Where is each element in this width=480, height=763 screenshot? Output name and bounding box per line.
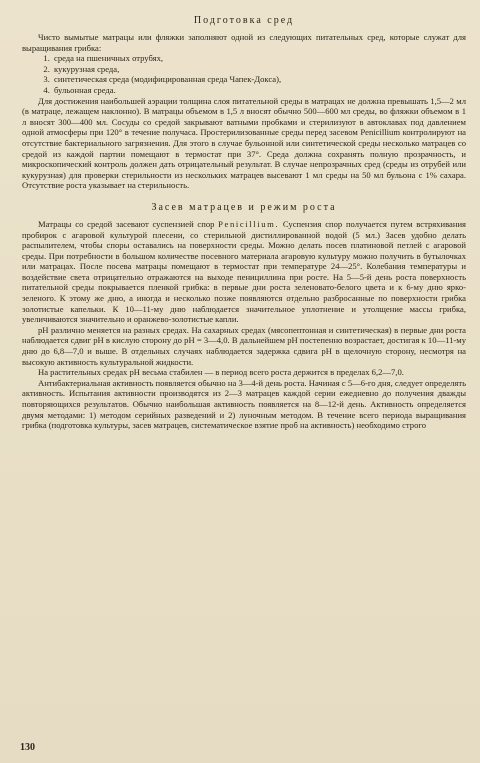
- paragraph-intro: Чисто вымытые матрацы или фляжки заполняют одной из следующих питательных сред, которые служат для выращивания грибка:: [22, 32, 466, 53]
- genus-name: Penicillium.: [218, 218, 280, 229]
- paragraph-text: Матрацы со средой засевают суспензией спор: [38, 218, 219, 229]
- paragraph-plant-media: На растительных средах pH весьма стабилен — в период всего роста держится в пределах 6,2—7,0.: [38, 367, 404, 378]
- paragraph-activity: Антибактериальная активность появляется обычно на 3—4-й день роста. Начиная с 5—6-го дня, следует определять активность. Испытания активности производятся из 2—3 матрацев каждой серии ежедневно до получения дважды повторяющихся результатов. Обычно наибольшая активность появляется на 8—12-й день. Активность определяется двумя методами: 1) методом серийных разведений и 2) луночным методом. В течение всего периода выращивания грибка (подготовка культуры, засев матрацев, систематическое взятие проб на активность) необходимо строго: [22, 377, 466, 431]
- paragraph-aeration: Для достижения наибольшей аэрации толщина слоя питательной среды в матрацах не должна превышать 1,5—2 мл (в матраце, лежащем наклонно). В матрацы объемом в 1,5 л вносят обычно 500—600 мл среды, во фляжки объемом в 1 л вносят 300—400 мл. Сосуды со средой закрывают ватными пробками и стерилизуют в автоклавах под давлением одной атмосферы при 120° в течение получаса. Простерилизованные среды перед засевом Penicillium контролируют на отсутствие бактериального загрязнения. Для этого в случае бульонной или синтетической среды несколько матрацев со средой из каждой партии помещают в термостат при 37°. Среда должна сохранять полную прозрачность, и микроскопический контроль должен дать отрицательный результат. В случае непрозрачных сред (среды из отрубей или кукурузная) для проверки стерильности из нескольких матрацев высевают 1 мл среды на 50 мл бульона с 1% сахара. Отсутствие роста указывает на стерильность.: [22, 95, 466, 191]
- list-item: 1. среда на пшеничных отрубях,: [52, 53, 466, 64]
- list-item: 3. синтетическая среда (модифицированная среда Чапек-Докса),: [52, 74, 466, 85]
- page-number: 130: [20, 742, 35, 753]
- paragraph-text: Суспензия спор получается путем встряхивания пробирок с агаровой культурой плесени, со стерильной дистиллированной водой (5 мл.) Засев удобно делать распылителем, чтобы споры оставались на поверхности среды. Можно делать посев платиновой петлей с агаровой среды. При потребности в большом количестве посевного материала агаровую культуру можно получить в бутылочках или матрацах. После посева матрацы помещают в термостат при температуре 24—25°. Колебания температуры и воздействие света отрицательно отражаются на выходе пенициллина при росте. На 5—5-й день роста поверхность питательной среды покрывается пленкой грибка: в первые дни роста зеленовато-белого цвета и к 6-му дню ярко-зеленого. К этому же дню, а иногда и несколько позже появляются отдельно разбросанные по поверхности грибка золотистые капельки. К 10—11-му дню наблюдается значительное уплотнение и утолщение массы грибка, увеличиваются значительно и оранжево-золотистые капли.: [22, 218, 466, 325]
- list-item: 4. бульонная среда.: [52, 85, 466, 96]
- paragraph-ph: pH различно меняется на разных средах. На сахарных средах (мясопептонная и синтетическая) в первые дни роста наблюдается сдвиг pH в кислую сторону до pH = 3—4,0. В дальнейшем pH постепенно возрастает, достигая к 10—11-му дню до 6,8—7,0 и выше. В отдельных случаях наблюдается задержка сдвига pH в щелочную сторону, несмотря на высокую активность культуральной жидкости.: [22, 324, 466, 367]
- section-heading-media-preparation: Подготовка сред: [193, 15, 295, 26]
- list-item: 2. кукурузная среда,: [52, 64, 466, 75]
- section-heading-sowing: Засев матрацев и режим роста: [151, 201, 337, 213]
- paragraph-sowing: [22, 219, 466, 325]
- media-list: [22, 53, 466, 95]
